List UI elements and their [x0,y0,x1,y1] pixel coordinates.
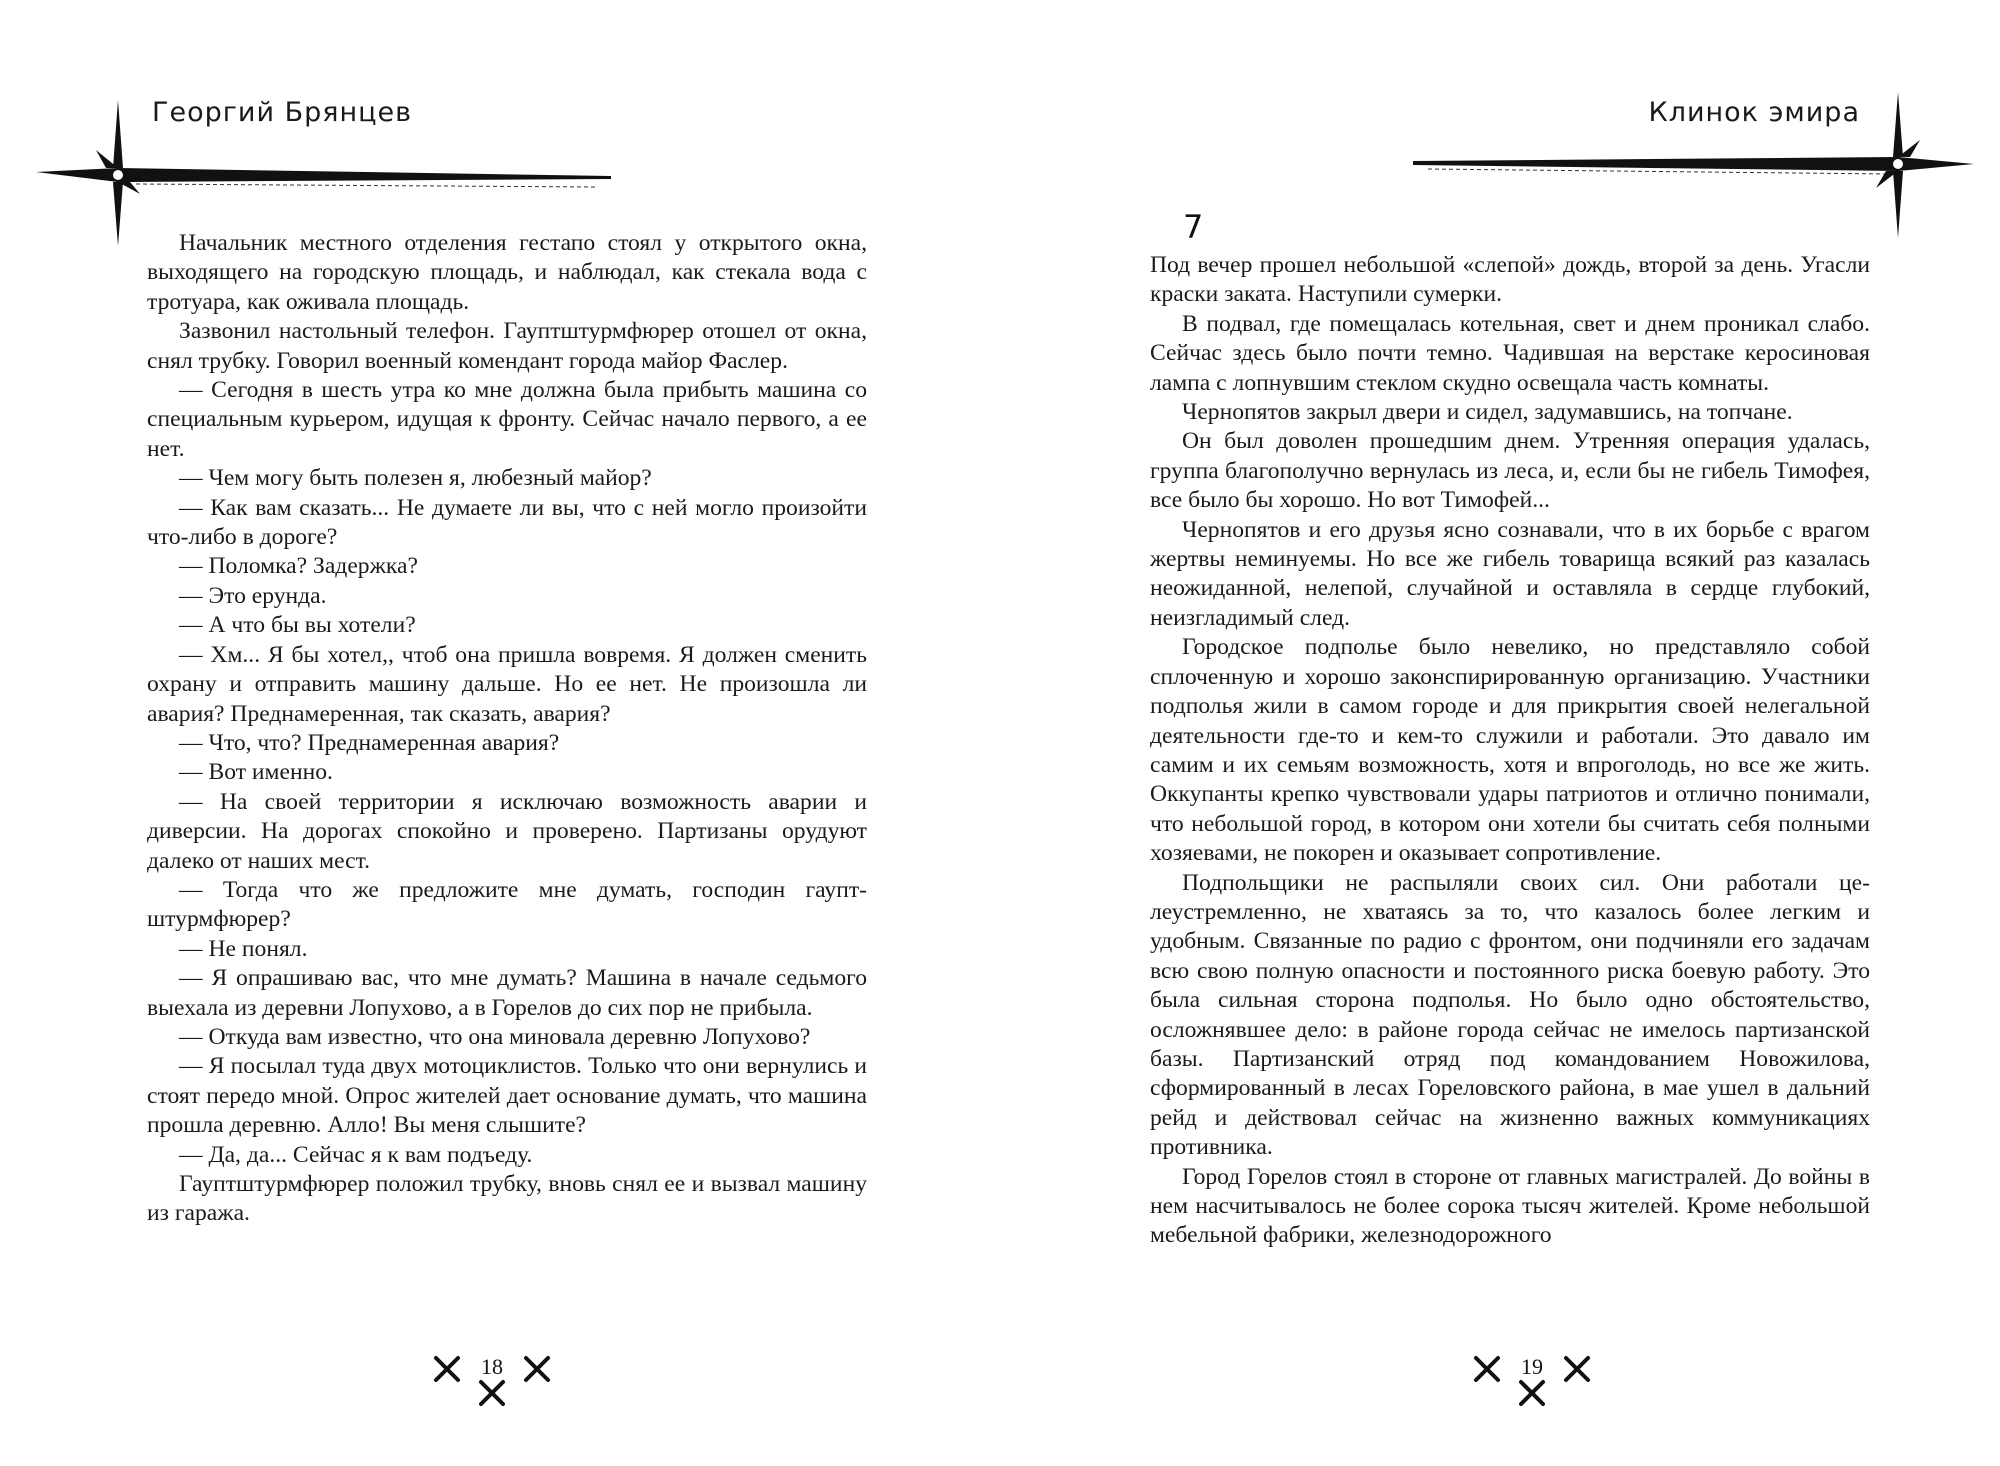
running-head-author: Георгий Брянцев [152,97,413,128]
paragraph: Он был доволен прошедшим днем. Утренняя операция удалась, группа благополучно вернулась из леса, и, если бы не гибель Тимофея, все было бы хорошо. Но вот Тимофей... [1150,428,1870,514]
page-number-ornament-left [432,1350,552,1410]
paragraph: — Не понял. [179,935,308,962]
paragraph: — Сегодня в шесть утра ко мне должна была прибыть машина со специальным курьером, идущая к фронту. Сейчас начало первого, а ее нет. [147,377,867,462]
paragraph: — Вот именно. [179,759,333,786]
chapter-number: 7 [1183,208,1204,246]
paragraph: — Что, что? Преднамеренная авария? [179,729,560,756]
paragraph: — Я посылал туда двух мотоциклистов. Только что они вернулись и стоят передо мной. Опрос жителей дает основание думать, что машина прошла деревню. Алло! Вы меня слышите? [147,1053,867,1139]
paragraph: Город Горелов стоял в стороне от главных магистралей. До войны в нем насчитывалось не более сорока тысяч жителей. Кроме небольшой мебельной фабрики, железнодорожного [1150,1163,1870,1249]
right-page [1000,0,2000,1466]
paragraph: В подвал, где помещалась котельная, свет и днем проникал слабо. Сейчас здесь было почти темно. Чадившая на верстаке керосиновая лампа с лопнувшим стеклом скудно освещала часть комнаты. [1150,310,1870,396]
paragraph: Начальник местного отделения гестапо стоял у открытого окна, выходящего на городскую площадь, и наблюдал, как стекала вода с тротуара, как оживала площадь. [147,230,867,315]
page-number: 18 [481,1354,503,1379]
paragraph: — Да, да... Сейчас я к вам подъеду. [179,1141,533,1168]
paragraph: — Откуда вам известно, что она миновала деревню Лопухово? [179,1023,811,1050]
paragraph: — Поломка? Задержка? [179,553,418,580]
paragraph: Чернопятов и его друзья ясно сознавали, что в их борьбе с врагом жертвы неминуемы. Но все же гибель товарища всякий раз казалась неожиданной, нелепой, случайной и оставляла в сердце глубокий, неизгладимый след. [1150,516,1870,631]
paragraph: — Я опрашиваю вас, что мне думать? Машина в начале седьмого выехала из деревни Лопухово, а в Горелов до сих пор не прибыла. [147,965,867,1021]
paragraph: Подпольщики не распыляли своих сил. Они работали целеустремленно, не хватаясь за то, что казалось более легким и удобным. Связанные по радио с фронтом, они подчиняли его задачам всю свою полную опасности и постоянного риска боевую работу. Это была сильная сторона подполья. Но было одно обстоятельство, осложнявшее дело: в районе города сейчас не имелось партизанской базы. Партизанский отряд под командованием Новожилова, сформированный в лесах Гореловского района, в мае ушел в дальний рейд и действовал сейчас на жизненно важных коммуникациях противника. [1150,869,1870,1161]
paragraph: Под вечер прошел небольшой «слепой» дождь, второй за день. Угасли краски заката. Наступили сумерки. [1150,252,1870,308]
running-head-title: Клинок эмира [1648,97,1860,128]
paragraph: — Хм... Я бы хотел,, чтоб она пришла вовремя. Я должен сменить охрану и отправить машину дальше. Но ее нет. Не произошла ли авария? Преднамеренная, так сказать, авария? [147,641,867,727]
paragraph: Городское подполье было невелико, но представляло собой сплоченную и хорошо законспирированную организацию. Участники подполья жили в самом городе и для прикрытия своей нелегальной деятельности где-то и кем-то служили и работали. Это давало им самим и их семьям возможность, хотя и впроголодь, но все же жить. Оккупанты крепко чувствовали удары патриотов и отлично понимали, что небольшой город, в котором они хотели бы считать себя полными хозяевами, не покорен и оказывает сопротивление. [1150,634,1870,867]
left-page-body [147,229,867,1229]
page-number: 19 [1521,1354,1543,1379]
paragraph: — А что бы вы хотели? [179,612,416,639]
paragraph: Чернопятов закрыл двери и сидел, задумавшись, на топчане. [1182,399,1793,426]
paragraph: Зазвонил настольный телефон. Гауптштурмфюрер отошел от окна, снял трубку. Говорил военный комендант города майор Фаслер. [147,318,867,374]
right-page-body [1150,251,1870,1251]
paragraph: — На своей территории я исключаю возможность аварии и диверсии. На дорогах спокойно и проверено. Партизаны орудуют далеко от наших мест. [147,788,867,874]
paragraph: — Тогда что же предложите мне думать, господин гауптштурмфюрер? [147,876,867,933]
paragraph: Гауптштурмфюрер положил трубку, вновь снял ее и вызвал машину из гаража. [147,1171,867,1227]
paragraph: — Как вам сказать... Не думаете ли вы, что с ней могло произойти что-либо в дороге? [147,494,867,551]
page-number-ornament-right [1472,1350,1592,1410]
paragraph: — Чем могу быть полезен я, любезный майор? [179,465,652,492]
paragraph: — Это ерунда. [179,582,327,609]
